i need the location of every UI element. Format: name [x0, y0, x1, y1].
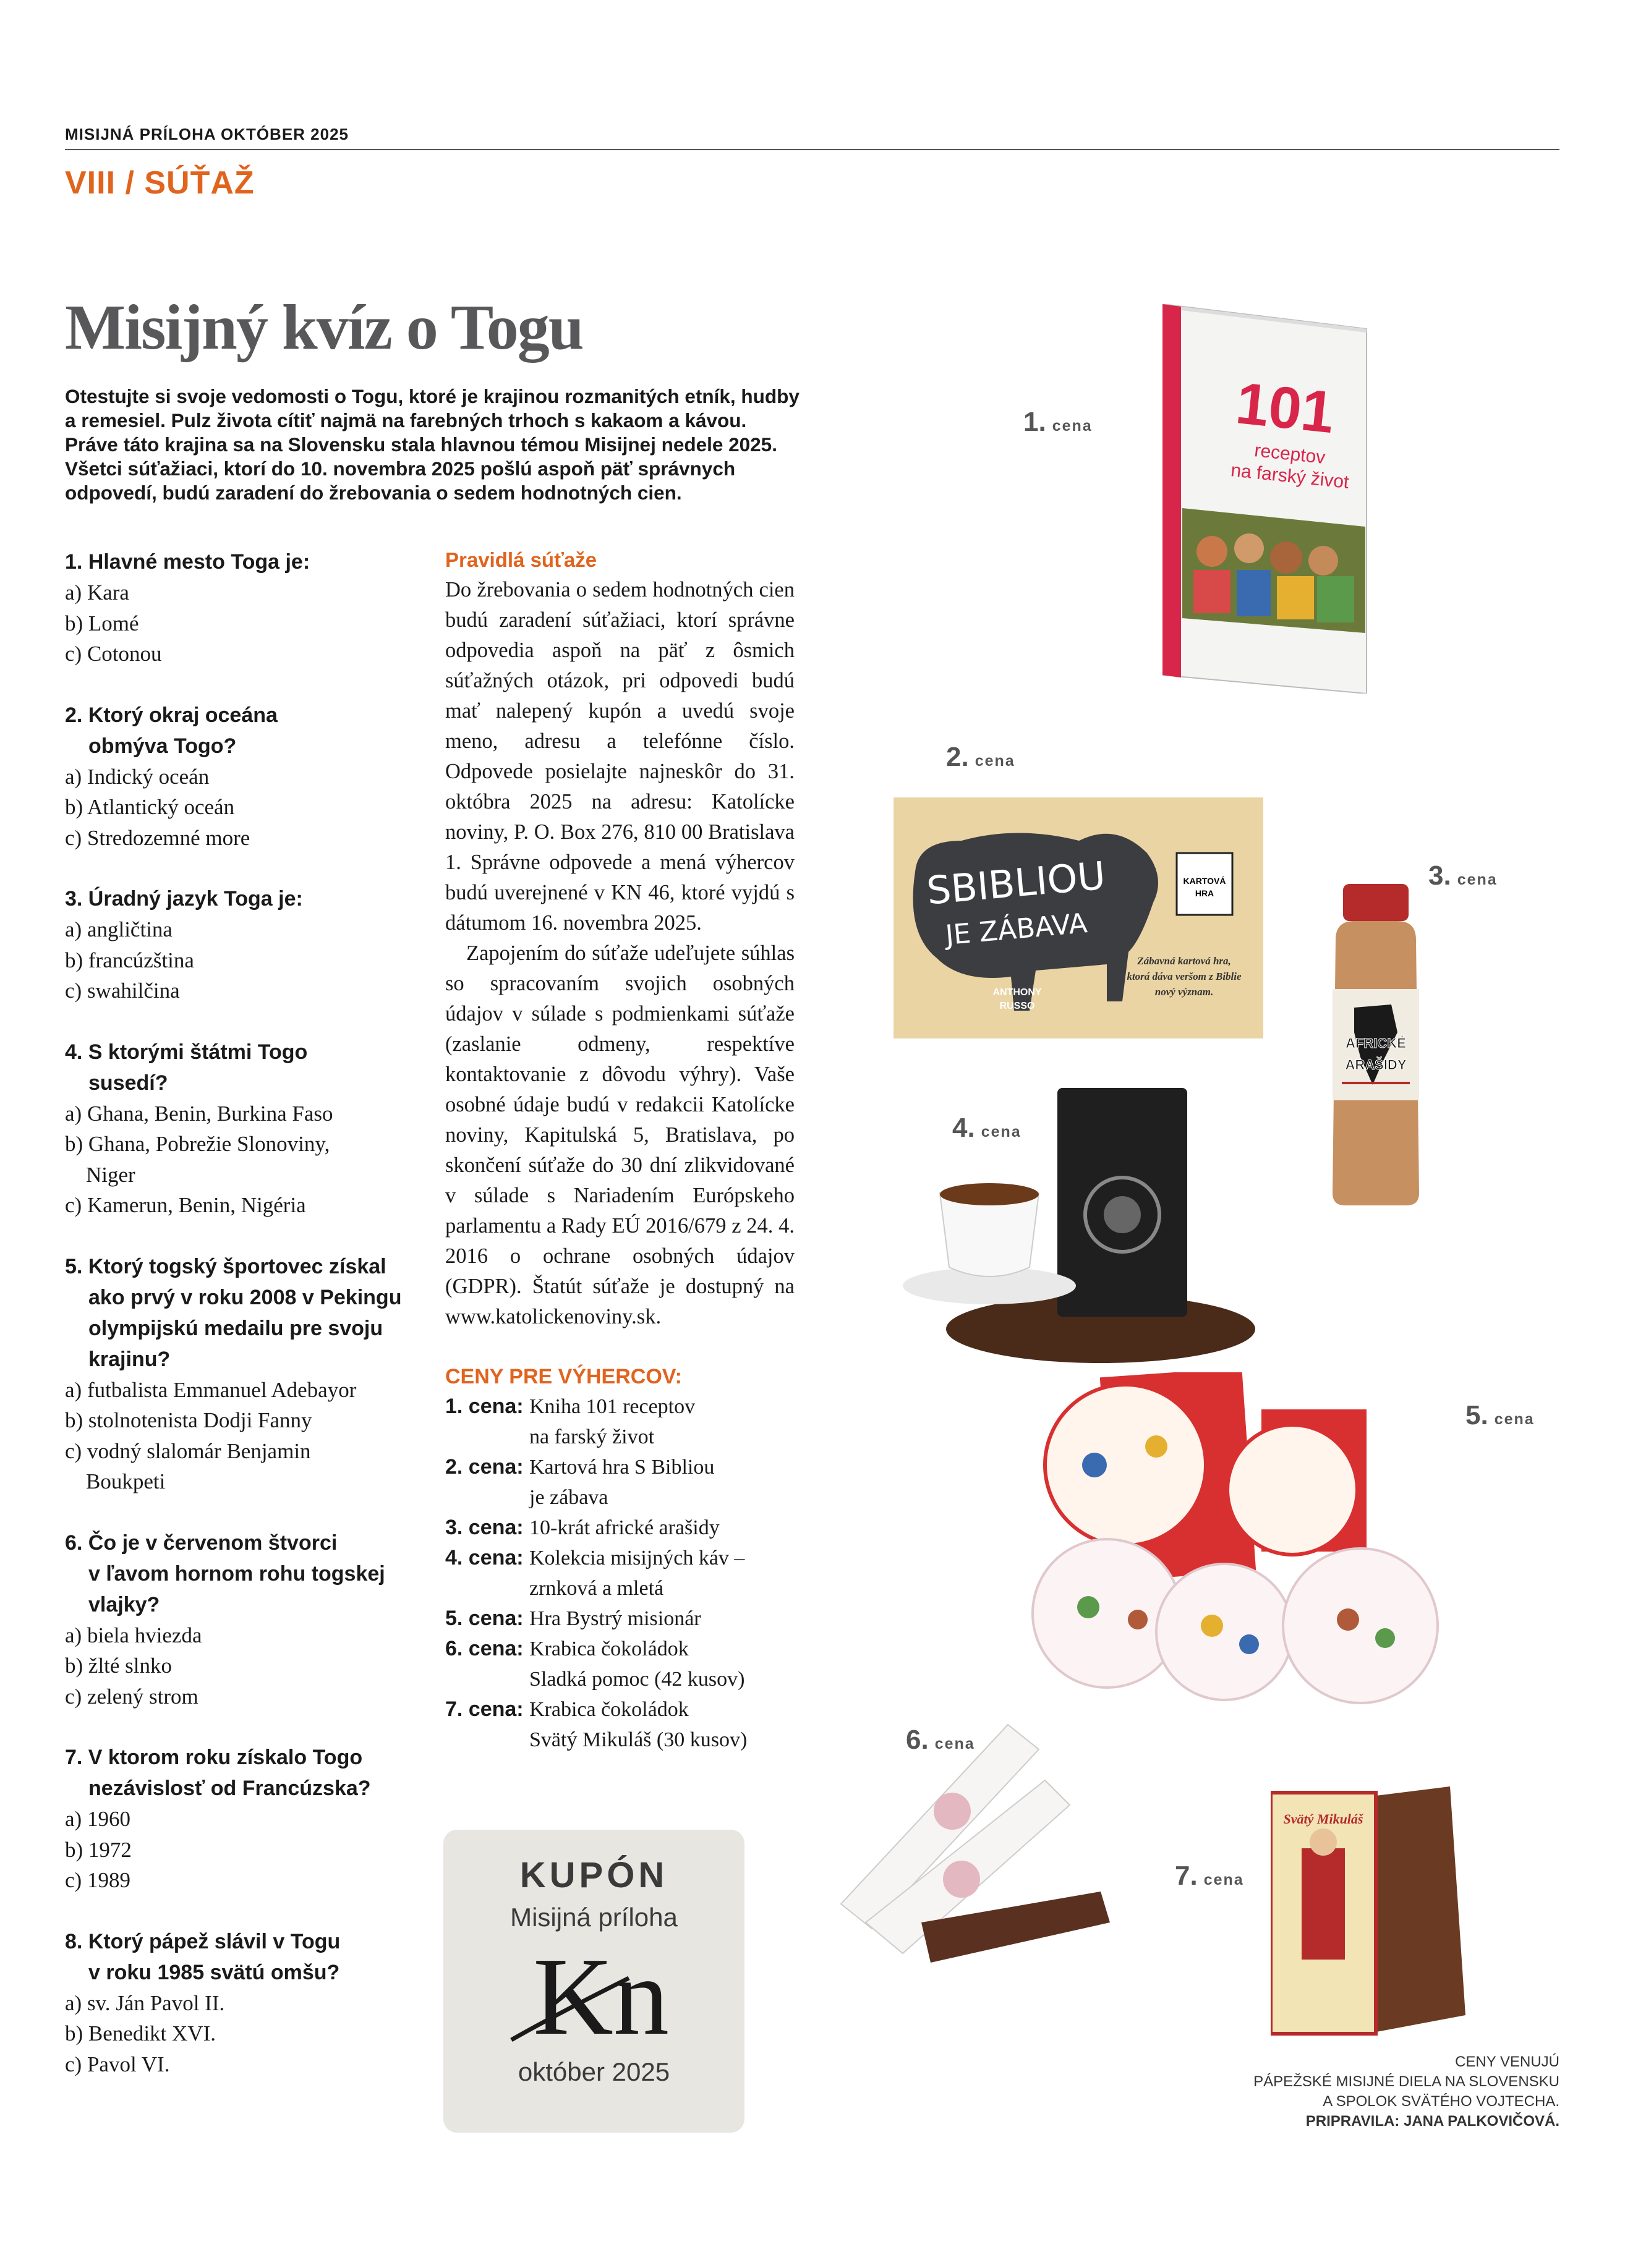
answer-line: a) angličtina [65, 917, 173, 941]
question-line: susedí? [88, 1071, 168, 1095]
prize-word: cena [934, 1735, 975, 1752]
prize-item-text: zrnková a mletá [529, 1577, 664, 1600]
prize-item-text: je zábava [529, 1486, 608, 1509]
answer-line: c) zelený strom [65, 1684, 198, 1709]
answer-option [65, 608, 411, 639]
book-prize-image [1162, 304, 1385, 694]
question-line: obmýva Togo? [88, 734, 237, 758]
question-line: ako prvý v roku 2008 v Pekingu [88, 1285, 402, 1309]
header-divider [65, 149, 1559, 150]
intro-text [65, 384, 813, 505]
prize-item-number: 2. cena: [445, 1455, 524, 1479]
quiz-question [65, 700, 411, 854]
chocolate-label: Svätý Mikuláš [1283, 1811, 1363, 1827]
answer-line: c) 1989 [65, 1868, 130, 1892]
prize-item [445, 1391, 795, 1422]
credits [1253, 2052, 1559, 2131]
answer-option [65, 1835, 411, 1866]
rules-paragraph-1: Do žrebovania o sedem hodnotných cien budú zaradení súťažiaci, ktorí správne odpovedia aspoň na päť z ôsmich súťažných otázok, pri odpovedi budú mať nalepený kupón a uvedú svoje meno, adresu a telefónne číslo. Odpovede posielajte najneskôr do 31. októbra 2025 na adresu: Katolícke noviny, P. O. Box 276, 810 00 Bratislava 1. Správne odpovede a mená výhercov budú uverejnené v KN 46, ktoré vyjdú s dátumom 16. novembra 2025. [445, 578, 795, 935]
card-author-1: ANTHONY [992, 987, 1042, 998]
question-line: 1. Hlavné mesto Toga je: [65, 550, 310, 574]
card-game-title-1: SBIBLIOU [924, 852, 1107, 914]
answer-option [65, 914, 411, 945]
question-line: nezávislosť od Francúzska? [88, 1777, 371, 1800]
prize-5-label [1465, 1400, 1535, 1431]
question-text [65, 1527, 411, 1620]
answer-line: a) 1960 [65, 1807, 130, 1831]
question-line: 2. Ktorý okraj oceána [65, 703, 278, 727]
prize-item [445, 1725, 795, 1755]
card-game-title-2: JE ZÁBAVA [944, 907, 1089, 951]
answer-option [65, 577, 411, 608]
question-text [65, 883, 411, 914]
prize-item [445, 1452, 795, 1482]
question-line: 6. Čo je v červenom štvorci [65, 1531, 338, 1555]
answer-line: b) Atlantický oceán [65, 795, 235, 819]
credits-line: PÁPEŽSKÉ MISIJNÉ DIELA NA SLOVENSKU [1253, 2073, 1559, 2090]
prize-item-number: 4. cena: [445, 1546, 524, 1569]
credits-line: A SPOLOK SVÄTÉHO VOJTECHA. [1323, 2093, 1559, 2110]
answer-line: Boukpeti [86, 1469, 166, 1493]
answer-option [65, 1375, 411, 1406]
answer-option [65, 1620, 411, 1651]
prize-item-number [445, 1725, 529, 1755]
prize-word: cena [1203, 1871, 1244, 1888]
quiz-question [65, 1527, 411, 1712]
answer-option [65, 1405, 411, 1436]
page-title: Misijný kvíz o Togu [65, 292, 583, 363]
prize-number: 4. [952, 1113, 975, 1143]
card-author-2: RUSSO [999, 1001, 1035, 1011]
question-text [65, 1926, 411, 1988]
prize-item-number: 1. cena: [445, 1395, 524, 1418]
prize-word: cena [1457, 871, 1498, 888]
question-line: 5. Ktorý togský športovec získal [65, 1254, 386, 1278]
intro-line: Všetci súťažiaci, ktorí do 10. novembra 2025 pošlú aspoň päť správnych [65, 457, 736, 480]
prize-item-text: Kniha 101 receptov [529, 1395, 696, 1418]
quiz-question [65, 1037, 411, 1221]
intro-line: odpovedí, budú zaradení do žrebovania o sedem hodnotných cien. [65, 482, 682, 504]
prize-item-text: Kartová hra S Bibliou [529, 1456, 715, 1479]
prize-item [445, 1422, 795, 1452]
question-line: olympijskú medailu pre svoju [88, 1316, 383, 1340]
prize-item-text: Hra Bystrý misionár [529, 1607, 701, 1630]
quiz-question [65, 1742, 411, 1896]
answer-line: b) 1972 [65, 1837, 132, 1862]
rules-paragraph-2: Zapojením do súťaže udeľujete súhlas so spracovaním svojich osobných údajov v súlade s podmienkami súťaže (zaslanie odmeny, respektíve kontaktovanie z dôvodu výhry). Vaše osobné údaje budú v redakcii Katolícke noviny, Kapitulská 5, Bratislava, po skončení súťaže do 30 dní zlikvidované v súlade s Nariadením Európskeho parlamentu a Rady EÚ 2016/679 z 24. 4. 2016 o ochrane osobných údajov (GDPR). Štatút súťaže je dostupný na www.katolickenoviny.sk. [445, 941, 795, 1328]
prize-item [445, 1513, 795, 1543]
question-text [65, 700, 411, 762]
answer-option [65, 1098, 411, 1129]
jar-label-1: AFRICKÉ [1346, 1035, 1406, 1051]
prize-number: 5. [1465, 1400, 1488, 1430]
book-title-2: na farský život [1229, 460, 1350, 493]
answer-line: b) Lomé [65, 611, 139, 635]
prize-item-number: 5. cena: [445, 1607, 524, 1630]
answer-option [65, 1129, 411, 1190]
intro-line: Práve táto krajina sa na Slovensku stala hlavnou témou Misijnej nedele 2025. [65, 433, 777, 456]
question-line: 7. V ktorom roku získalo Togo [65, 1746, 363, 1769]
prize-item-text: Sladká pomoc (42 kusov) [529, 1668, 745, 1691]
answer-line: b) francúzština [65, 948, 194, 972]
answer-line: b) Benedikt XVI. [65, 2021, 216, 2045]
answer-option [65, 975, 411, 1006]
answer-option [65, 823, 411, 854]
prize-number: 6. [906, 1725, 929, 1755]
questions-column [65, 546, 411, 2110]
peanuts-prize-image [1323, 884, 1428, 1205]
publication-header: MISIJNÁ PRÍLOHA OKTÓBER 2025 [65, 125, 349, 143]
answer-option [65, 1436, 411, 1497]
answer-line: c) Stredozemné more [65, 825, 250, 850]
answer-option [65, 1804, 411, 1835]
prize-item-text: Svätý Mikuláš (30 kusov) [529, 1728, 748, 1751]
prize-item [445, 1694, 795, 1725]
answer-option [65, 945, 411, 976]
prize-item-text: Krabica čokoládok [529, 1637, 689, 1660]
prize-word: cena [981, 1123, 1021, 1140]
prize-number: 1. [1023, 407, 1046, 437]
prize-7-label [1175, 1861, 1244, 1892]
quiz-question [65, 546, 411, 669]
credits-author: PRIPRAVILA: JANA PALKOVIČOVÁ. [1305, 2113, 1559, 2130]
question-text [65, 546, 411, 577]
answer-line: b) stolnotenista Dodji Fanny [65, 1408, 312, 1432]
book-number: 101 [1232, 370, 1337, 446]
answer-option [65, 639, 411, 669]
answer-line: c) vodný slalomár Benjamin [65, 1438, 311, 1463]
answer-line: c) Pavol VI. [65, 2052, 170, 2076]
prize-item [445, 1543, 795, 1573]
coupon-title: KUPÓN [519, 1855, 668, 1895]
question-line: v ľavom hornom rohu togskej [88, 1561, 385, 1586]
answer-line: a) Indický oceán [65, 764, 210, 789]
question-line: 8. Ktorý pápež slávil v Togu [65, 1929, 341, 1953]
coupon-box [443, 1830, 744, 2133]
answer-line: a) Ghana, Benin, Burkina Faso [65, 1101, 333, 1126]
prize-item-number [445, 1482, 529, 1513]
card-desc-2: ktorá dáva veršom z Biblie [1127, 970, 1242, 982]
coffee-prize-image [897, 1082, 1255, 1372]
question-line: 3. Úradný jazyk Toga je: [65, 887, 303, 911]
answer-line: a) biela hviezda [65, 1623, 202, 1647]
answer-option [65, 792, 411, 823]
answer-line: c) Kamerun, Benin, Nigéria [65, 1193, 306, 1217]
prize-item-number: 3. cena: [445, 1516, 524, 1539]
prize-word: cena [1052, 417, 1093, 435]
card-desc-1: Zábavná kartová hra, [1137, 955, 1231, 967]
prize-number: 7. [1175, 1861, 1198, 1891]
question-text [65, 1037, 411, 1098]
answer-option [65, 762, 411, 792]
credits-line: CENY VENUJÚ [1455, 2054, 1559, 2070]
coupon-date: október 2025 [518, 2057, 670, 2086]
intro-line: Otestujte si svoje vedomosti o Togu, ktoré je krajinou rozmanitých etník, hudby [65, 385, 800, 407]
prize-item-number: 7. cena: [445, 1697, 524, 1721]
question-text [65, 1251, 411, 1375]
prize-item [445, 1603, 795, 1634]
quiz-question [65, 883, 411, 1006]
prize-item [445, 1634, 795, 1664]
answer-option [65, 1190, 411, 1221]
rules-heading: Pravidlá súťaže [445, 548, 597, 571]
chocolate-bars-prize-image [829, 1712, 1125, 1972]
prize-word: cena [1494, 1411, 1535, 1428]
answer-line: c) Cotonou [65, 642, 162, 666]
answer-line: a) sv. Ján Pavol II. [65, 1990, 225, 2015]
prize-item-number: 6. cena: [445, 1637, 524, 1660]
coupon-subtitle: Misijná príloha [510, 1903, 678, 1932]
prize-item [445, 1573, 795, 1603]
prize-item-number [445, 1664, 529, 1694]
answer-line: a) Kara [65, 580, 129, 605]
prize-3-label [1428, 860, 1498, 891]
answer-line: a) futbalista Emmanuel Adebayor [65, 1377, 357, 1402]
prize-item-text: na farský život [529, 1425, 655, 1448]
answer-option [65, 1681, 411, 1712]
prize-item-number [445, 1573, 529, 1603]
answer-option [65, 1988, 411, 2019]
intro-line: a remesiel. Pulz života cítiť najmä na farebných trhoch s kakaom a kávou. [65, 409, 747, 431]
card-badge-1: KARTOVÁ [1183, 876, 1226, 886]
prize-1-label [1023, 407, 1093, 438]
answer-option [65, 1650, 411, 1681]
prize-item-text: Krabica čokoládok [529, 1698, 689, 1721]
card-badge-2: HRA [1195, 888, 1214, 898]
quiz-question [65, 1926, 411, 2080]
book-title-1: receptov [1253, 440, 1326, 468]
prize-number: 2. [946, 742, 969, 772]
quiz-question [65, 1251, 411, 1497]
prizes-list [445, 1391, 795, 1755]
prize-2-label [946, 742, 1015, 773]
rules-column [445, 545, 795, 1755]
question-line: krajinu? [88, 1347, 171, 1371]
prize-number: 3. [1428, 860, 1451, 891]
prize-item [445, 1664, 795, 1694]
mikulas-chocolate-prize-image [1271, 1780, 1469, 2040]
card-desc-3: nový význam. [1154, 986, 1214, 998]
question-line: 4. S ktorými štátmi Togo [65, 1040, 308, 1064]
question-text [65, 1742, 411, 1804]
board-game-prize-image [1002, 1372, 1465, 1718]
answer-option [65, 1865, 411, 1896]
prize-item-text: Kolekcia misijných káv – [529, 1547, 745, 1569]
prizes-heading: CENY PRE VÝHERCOV: [445, 1365, 682, 1388]
answer-option [65, 2049, 411, 2080]
prize-item [445, 1482, 795, 1513]
jar-label-2: ARAŠIDY [1345, 1057, 1407, 1072]
prize-word: cena [975, 752, 1015, 770]
answer-line: b) žlté slnko [65, 1654, 173, 1678]
prize-item-number [445, 1422, 529, 1452]
card-game-prize-image [894, 797, 1263, 1038]
answer-line: Niger [86, 1162, 135, 1187]
prize-item-text: 10-krát africké arašidy [529, 1516, 720, 1539]
question-line: v roku 1985 svätú omšu? [88, 1960, 340, 1984]
answer-option [65, 2018, 411, 2049]
section-title: VIII / SÚŤAŽ [65, 165, 255, 201]
answer-line: b) Ghana, Pobrežie Slonoviny, [65, 1132, 330, 1156]
kn-logo [505, 1941, 685, 2052]
kn-logo-text: Kn [533, 1941, 669, 2052]
question-line: vlajky? [88, 1592, 160, 1616]
answer-line: c) swahilčina [65, 979, 180, 1003]
